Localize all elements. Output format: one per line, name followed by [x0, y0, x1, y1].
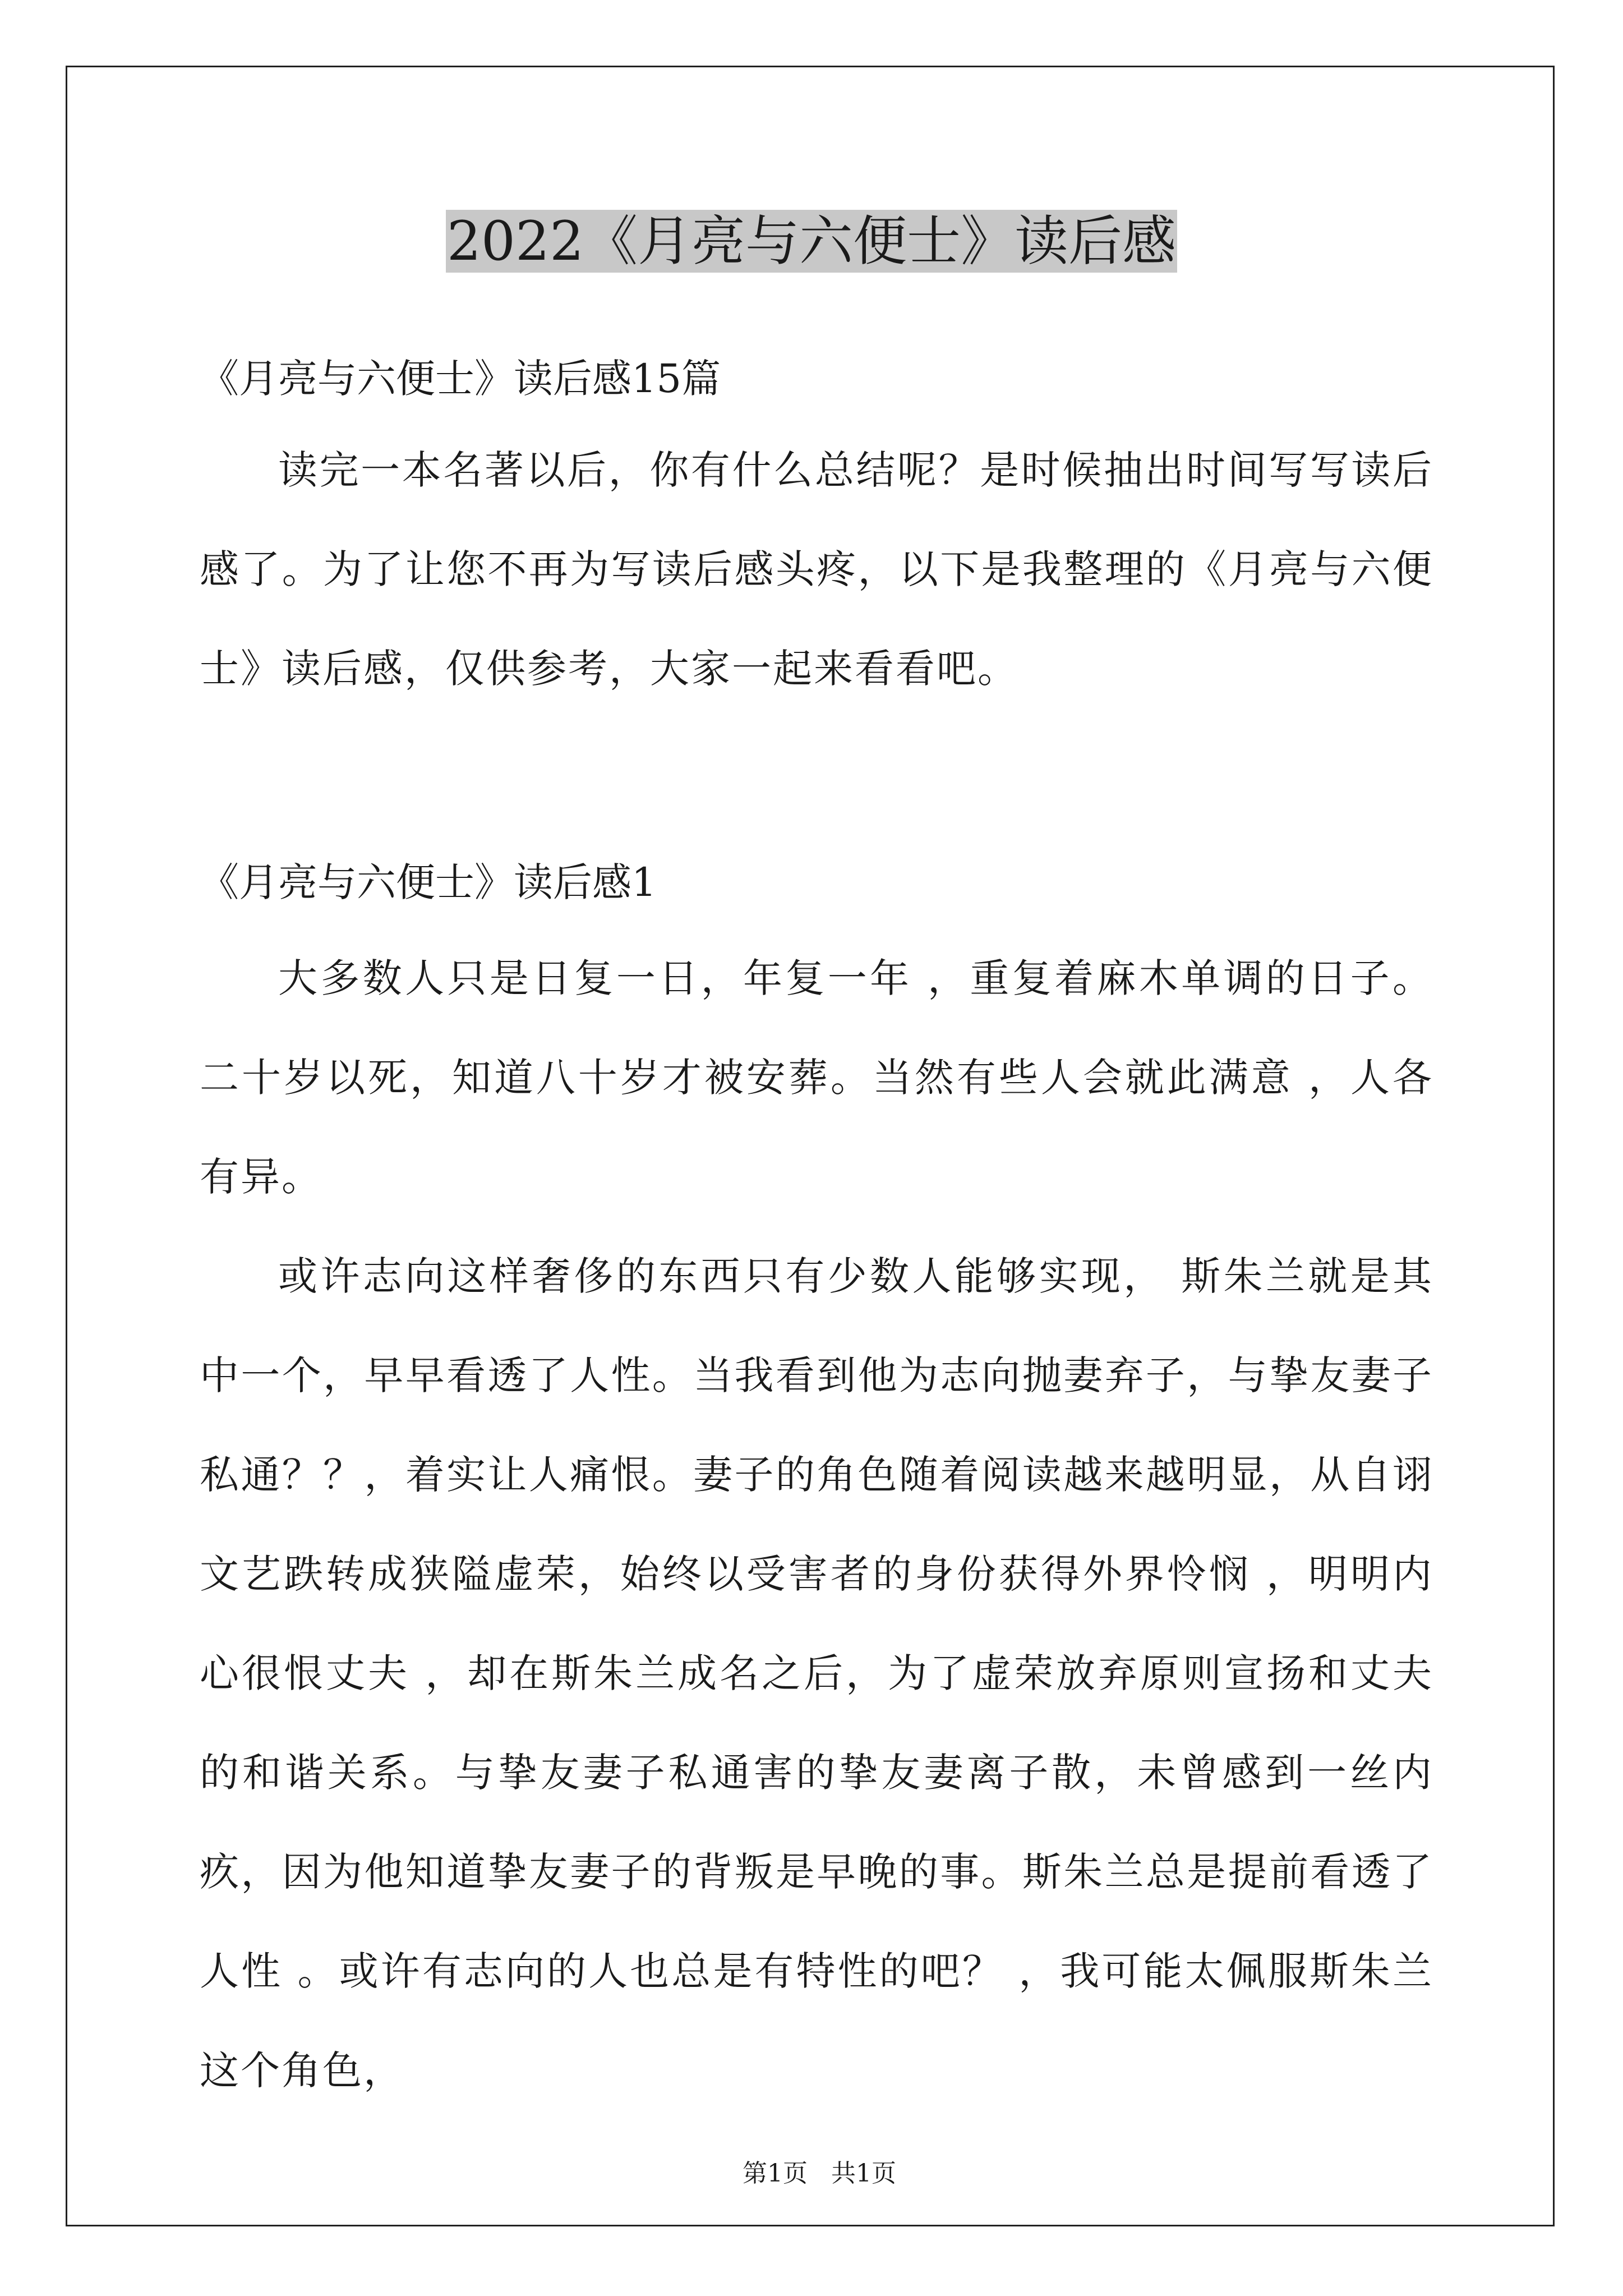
document-body	[200, 337, 1433, 2120]
page-footer	[0, 2123, 1623, 2191]
body-paragraph: 或许志向这样奢侈的东西只有少数人能够实现， 斯朱兰就是其中一个，早早看透了人性。当我看到他为志向抛妻弃子，与挚友妻子私通？？，着实让人痛恨。妻子的角色随着阅读越来越明显，从自诩文艺跌转成狭隘虚荣，始终以受害者的身份获得外界怜悯 ，明明内心很恨丈夫 ，却在斯朱兰成名之后，为了虚荣放弃原则宣扬和丈夫的和谐关系。与挚友妻子私通害的挚友妻离子散，未曾感到一丝内疚，因为他知道挚友妻子的背叛是早晚的事。斯朱兰总是提前看透了人性 。或许有志向的人也总是有特性的吧？ ，我可能太佩服斯朱兰这个角色，	[200, 1253, 1433, 2093]
intro-paragraph: 读完一本名著以后，你有什么总结呢？是时候抽出时间写写读后感了。为了让您不再为写读后感头疼，以下是我整理的《月亮与六便士》读后感，仅供参考，大家一起来看看吧。	[200, 447, 1433, 692]
document-title	[0, 202, 1623, 280]
section-heading: 《月亮与六便士》读后感1	[200, 859, 657, 905]
page-number: 第1页 共1页	[743, 2159, 896, 2188]
document-subtitle: 《月亮与六便士》读后感15篇	[200, 356, 721, 402]
body-paragraph: 大多数人只是日复一日，年复一年 ，重复着麻木单调的日子。二十岁以死，知道八十岁才被安葬。当然有些人会就此满意 ，人各有异。	[200, 955, 1433, 1200]
document-title-text: 2022《月亮与六便士》读后感	[446, 210, 1177, 273]
section-spacer	[200, 719, 1433, 836]
